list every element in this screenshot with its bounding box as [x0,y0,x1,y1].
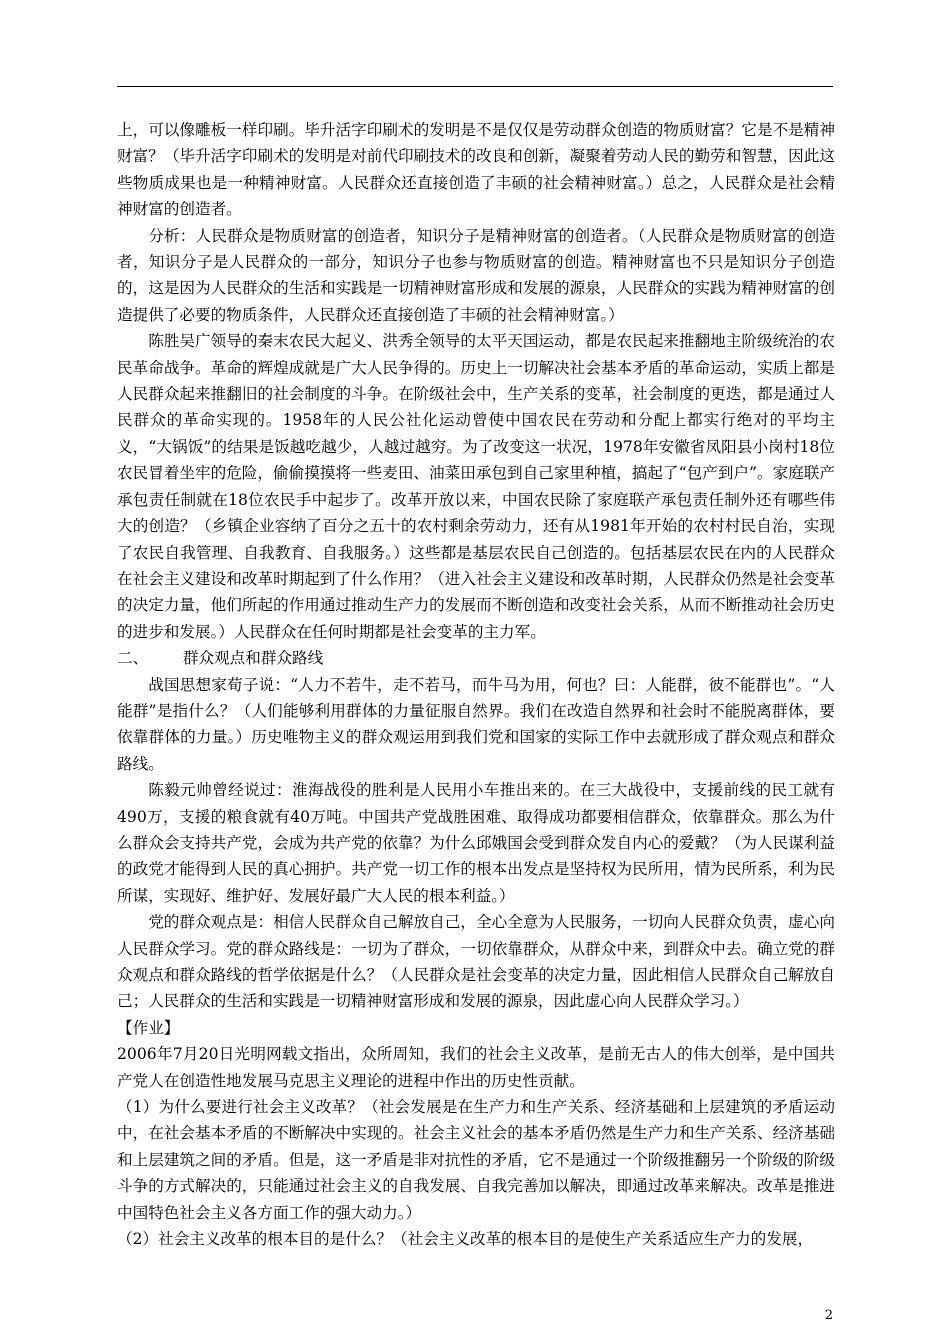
page-number: 2 [824,1308,833,1323]
question-2: （2）社会主义改革的根本目的是什么？（社会主义改革的根本目的是使生产关系适应生产力的发展， [117,1230,814,1249]
document-body [117,117,835,1252]
homework-heading: 【作业】 [117,1018,180,1037]
paragraph-chen-yi: 陈毅元帅曾经说过：淮海战役的胜利是人民用小车推出来的。在三大战役中，支援前线的民工就有490万，支援的粮食就有40万吨。中国共产党战胜困难、取得成功都要相信群众，依靠群众。那么为什么群众会支持共产党，会成为共产党的依靠？为什么邱娥国会受到群众发自内心的爱戴？（为人民谋利益的政党才能得到人民的真心拥护。共产党一切工作的根本出发点是坚持权为民所用，情为民所系，利为民所谋，实现好、维护好、发展好最广大人民的根本利益。） [117,781,835,905]
paragraph-analysis: 分析：人民群众是物质财富的创造者，知识分子是精神财富的创造者。（人民群众是物质财富的创造者，知识分子是人民群众的一部分，知识分子也参与物质财富的创造。精神财富也不只是知识分子创造的，这是因为人民群众的生活和实践是一切精神财富形成和发展的源泉，人民群众的实践为精神财富的创造提供了必要的物质条件，人民群众还直接创造了丰硕的社会精神财富。） [117,226,835,324]
paragraph-peasant-revolution: 陈胜吴广领导的秦末农民大起义、洪秀全领导的太平天国运动，都是农民起来推翻地主阶级统治的农民革命战争。革命的辉煌成就是广大人民争得的。历史上一切解决社会基本矛盾的革命运动，实质上都是人民群众起来推翻旧的社会制度的斗争。在阶级社会中，生产关系的变革，社会制度的更迭，都是通过人民群众的革命实现的。1958年的人民公社化运动曾使中国农民在劳动和分配上都实行绝对的平均主义，“大锅饭”的结果是饭越吃越少，人越过越穷。为了改变这一状况，1978年安徽省凤阳县小岗村18位农民冒着坐牢的危险，偷偷摸摸将一些麦田、油菜田承包到自己家里种植，搞起了“包产到户”。家庭联产承包责任制就在18位农民手中起步了。改革开放以来，中国农民除了家庭联产承包责任制外还有哪些伟大的创造？（乡镇企业容纳了百分之五十的农村剩余劳动力，还有从1981年开始的农村村民自治，实现了农民自我管理、自我教育、自我服务。）这些都是基层农民自己创造的。包括基层农民在内的人民群众在社会主义建设和改革时期起到了什么作用？（进入社会主义建设和改革时期，人民群众仍然是社会变革的决定力量，他们所起的作用通过推动生产力的发展而不断创造和改变社会关系，从而不断推动社会历史的进步和发展。）人民群众在任何时期都是社会变革的主力军。 [117,332,835,641]
paragraph-printing-wealth: 上，可以像雕板一样印刷。毕升活字印刷术的发明是不是仅仅是劳动群众创造的物质财富？它是不是精神财富？（毕升活字印刷术的发明是对前代印刷技术的改良和创新，凝聚着劳动人民的勤劳和智慧，因此这些物质成果也是一种精神财富。人民群众还直接创造了丰硕的社会精神财富。）总之，人民群众是社会精神财富的创造者。 [117,121,835,219]
paragraph-xunzi: 战国思想家荀子说：“人力不若牛，走不若马，而牛马为用，何也？曰：人能群，彼不能群也”。“人能群”是指什么？（人们能够利用群体的力量征服自然界。我们在改造自然界和社会时不能脱离群体，要依靠群体的力量。）历史唯物主义的群众观运用到我们党和国家的实际工作中去就形成了群众观点和群众路线。 [117,675,835,773]
question-1: （1）为什么要进行社会主义改革？（社会发展是在生产力和生产关系、经济基础和上层建筑的矛盾运动中，在社会基本矛盾的不断解决中实现的。社会主义社会的基本矛盾仍然是生产力和生产关系、经济基础和上层建筑之间的矛盾。但是，这一矛盾是非对抗性的矛盾，它不是通过一个阶级推翻另一个阶级的阶级斗争的方式解决的，只能通过社会主义的自我发展、自我完善加以解决，即通过改革来解决。改革是推进中国特色社会主义各方面工作的强大动力。） [117,1098,836,1222]
section-heading: 二、 群众观点和群众路线 [117,649,324,668]
paragraph-mass-line: 党的群众观点是：相信人民群众自己解放自己，全心全意为人民服务，一切向人民群众负责，虚心向人民群众学习。党的群众路线是：一切为了群众，一切依靠群众，从群众中来，到群众中去。确立党的群众观点和群众路线的哲学依据是什么？（人民群众是社会变革的决定力量，因此相信人民群众自己解放自己；人民群众的生活和实践是一切精神财富形成和发展的源泉，因此虚心向人民群众学习。） [117,913,835,1011]
paragraph-homework-intro: 2006年7月20日光明网载文指出，众所周知，我们的社会主义改革，是前无古人的伟大创举，是中国共产党人在创造性地发展马克思主义理论的进程中作出的历史性贡献。 [117,1045,835,1090]
header-rule [117,86,833,87]
